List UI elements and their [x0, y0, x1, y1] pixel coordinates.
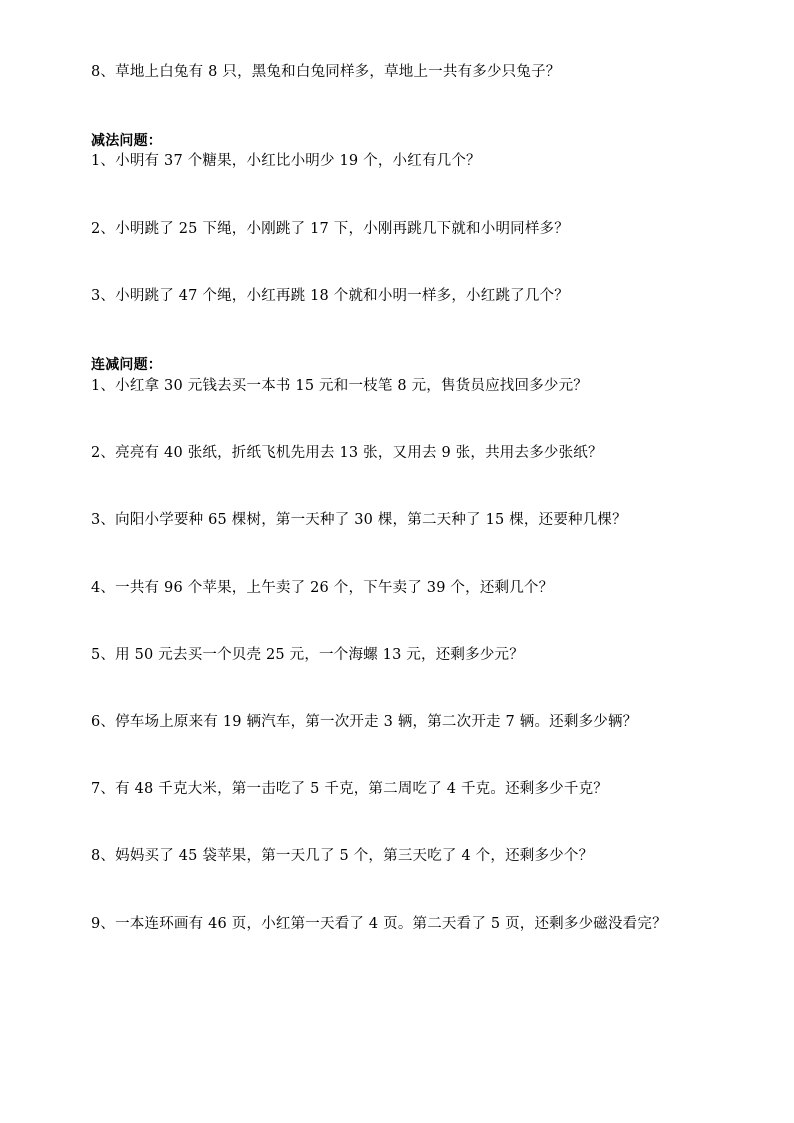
- problem-line: 5、用 50 元去买一个贝壳 25 元，一个海螺 13 元，还剩多少元？: [91, 647, 524, 663]
- section-heading-consecutive-subtraction: 连减问题：: [91, 357, 162, 373]
- problem-line: 1、小红拿 30 元钱去买一本书 15 元和一枝笔 8 元，售货员应找回多少元？: [91, 378, 589, 394]
- problem-line: 8、妈妈买了 45 袋苹果，第一天几了 5 个，第三天吃了 4 个，还剩多少个？: [91, 848, 594, 864]
- problem-line: 8、草地上白兔有 8 只，黑兔和白兔同样多，草地上一共有多少只兔子？: [91, 64, 561, 80]
- problem-line: 2、亮亮有 40 张纸，折纸飞机先用去 13 张，又用去 9 张，共用去多少张纸？: [91, 445, 603, 461]
- problem-line: 3、向阳小学要种 65 棵树，第一天种了 30 棵，第二天种了 15 棵，还要种几棵？: [91, 512, 627, 528]
- problem-line: 1、小明有 37 个糖果，小红比小明少 19 个，小红有几个？: [91, 153, 481, 169]
- problem-line: 3、小明跳了 47 个绳，小红再跳 18 个就和小明一样多，小红跳了几个？: [91, 288, 569, 304]
- problem-line: 6、停车场上原来有 19 辆汽车，第一次开走 3 辆，第二次开走 7 辆。还剩多少辆？: [91, 714, 638, 730]
- problem-line: 2、小明跳了 25 下绳，小刚跳了 17 下，小刚再跳几下就和小明同样多？: [91, 221, 569, 237]
- section-heading-subtraction: 减法问题：: [91, 133, 162, 149]
- problem-line: 4、一共有 96 个苹果，上午卖了 26 个，下午卖了 39 个，还剩几个？: [91, 580, 554, 596]
- problem-line: 9、一本连环画有 46 页，小红第一天看了 4 页。第二天看了 5 页，还剩多少磁没看完？: [91, 916, 667, 932]
- problem-line: 7、有 48 千克大米，第一击吃了 5 千克，第二周吃了 4 千克。还剩多少千克？: [91, 781, 608, 797]
